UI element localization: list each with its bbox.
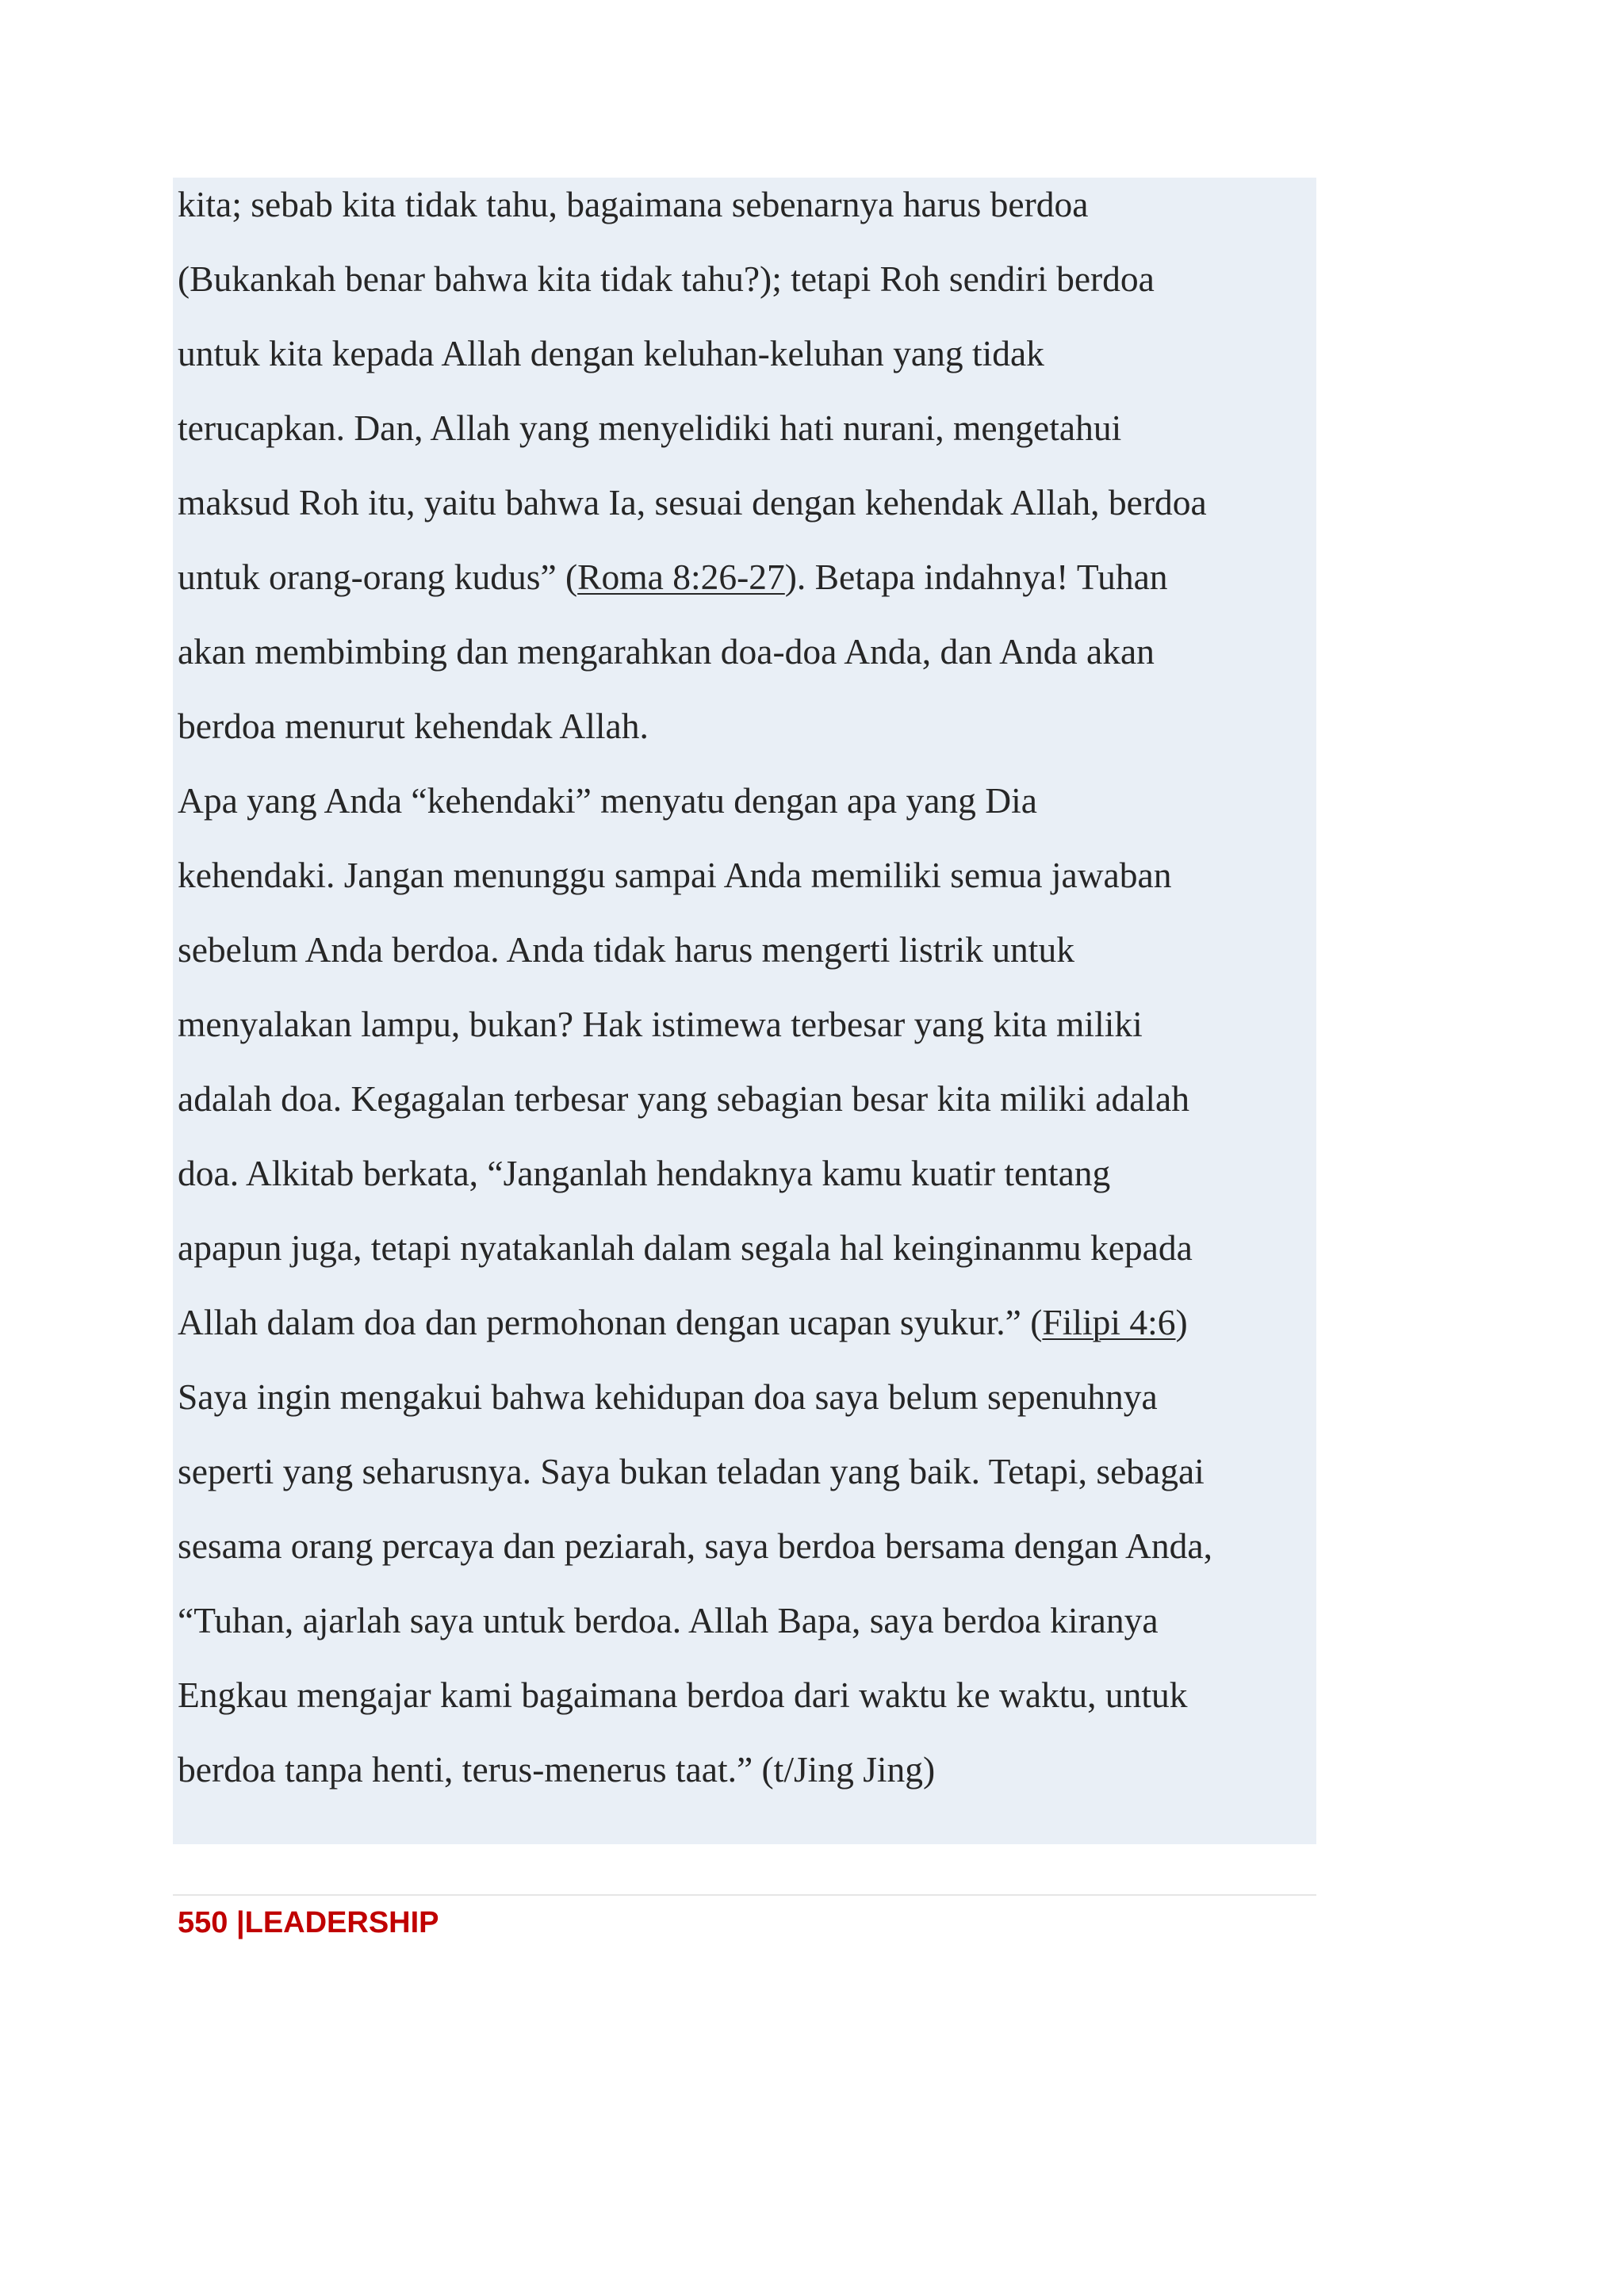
text-line [178,1671,1188,1719]
line-text: sebelum Anda berdoa. Anda tidak harus mengerti listrik untuk [178,929,1074,970]
line-text: adalah doa. Kegagalan terbesar yang sebagian besar kita miliki adalah [178,1078,1189,1119]
text-line [178,702,649,750]
section-title: LEADERSHIP [244,1906,439,1939]
scripture-link-roma[interactable]: Roma 8:26-27 [577,557,785,597]
text-line [178,181,1088,228]
line-text: untuk orang-orang kudus” ( [178,557,578,597]
line-text: apapun juga, tetapi nyatakanlah dalam segala hal keinginanmu kepada [178,1227,1193,1268]
text-line [178,404,1121,452]
line-text: maksud Roh itu, yaitu bahwa Ia, sesuai dengan kehendak Allah, berdoa [178,482,1207,523]
text-line [178,553,1168,601]
line-text: “Tuhan, ajarlah saya untuk berdoa. Allah Bapa, saya berdoa kiranya [178,1600,1159,1640]
footer-separator: | [236,1906,245,1939]
line-text: sesama orang percaya dan peziarah, saya berdoa bersama dengan Anda, [178,1525,1212,1566]
text-line [178,1001,1143,1048]
line-text: berdoa tanpa henti, terus-menerus taat.” (t/Jing Jing) [178,1749,936,1790]
text-line [178,1746,935,1793]
text-line [178,1299,1188,1346]
scripture-link-filipi[interactable]: Filipi 4:6 [1042,1302,1176,1342]
page-footer [178,1901,439,1944]
text-line [178,628,1155,676]
page-number: 550 [178,1906,228,1939]
footer-divider [173,1894,1316,1896]
text-line [178,852,1171,899]
line-text: untuk kita kepada Allah dengan keluhan-keluhan yang tidak [178,333,1044,373]
line-text: seperti yang seharusnya. Saya bukan teladan yang baik. Tetapi, sebagai [178,1451,1205,1491]
line-text: doa. Alkitab berkata, “Janganlah hendaknya kamu kuatir tentang [178,1153,1111,1193]
text-line [178,255,1155,303]
text-line [178,1150,1110,1197]
line-text: Engkau mengajar kami bagaimana berdoa dari waktu ke waktu, untuk [178,1675,1188,1715]
line-text: ). Betapa indahnya! Tuhan [784,557,1168,597]
line-text: berdoa menurut kehendak Allah. [178,706,649,746]
line-text: (Bukankah benar bahwa kita tidak tahu?); tetapi Roh sendiri berdoa [178,258,1155,299]
line-text: Allah dalam doa dan permohonan dengan ucapan syukur.” ( [178,1302,1043,1342]
text-line [178,479,1207,526]
line-text: kehendaki. Jangan menunggu sampai Anda memiliki semua jawaban [178,855,1172,895]
line-text: terucapkan. Dan, Allah yang menyelidiki hati nurani, mengetahui [178,408,1122,448]
text-line [178,1224,1193,1272]
text-line [178,1597,1159,1644]
line-text: kita; sebab kita tidak tahu, bagaimana sebenarnya harus berdoa [178,184,1089,224]
text-line [178,1373,1158,1421]
text-block [173,178,1316,1844]
line-text: menyalakan lampu, bukan? Hak istimewa terbesar yang kita miliki [178,1004,1143,1044]
text-line [178,777,1037,825]
text-line [178,1448,1205,1495]
line-text: akan membimbing dan mengarahkan doa-doa Anda, dan Anda akan [178,631,1155,672]
line-text: Saya ingin mengakui bahwa kehidupan doa saya belum sepenuhnya [178,1376,1158,1417]
text-line [178,1522,1212,1570]
line-text: Apa yang Anda “kehendaki” menyatu dengan apa yang Dia [178,780,1038,821]
text-line [178,926,1074,974]
line-text: ) [1175,1302,1188,1342]
text-line [178,1075,1189,1123]
text-line [178,330,1044,377]
